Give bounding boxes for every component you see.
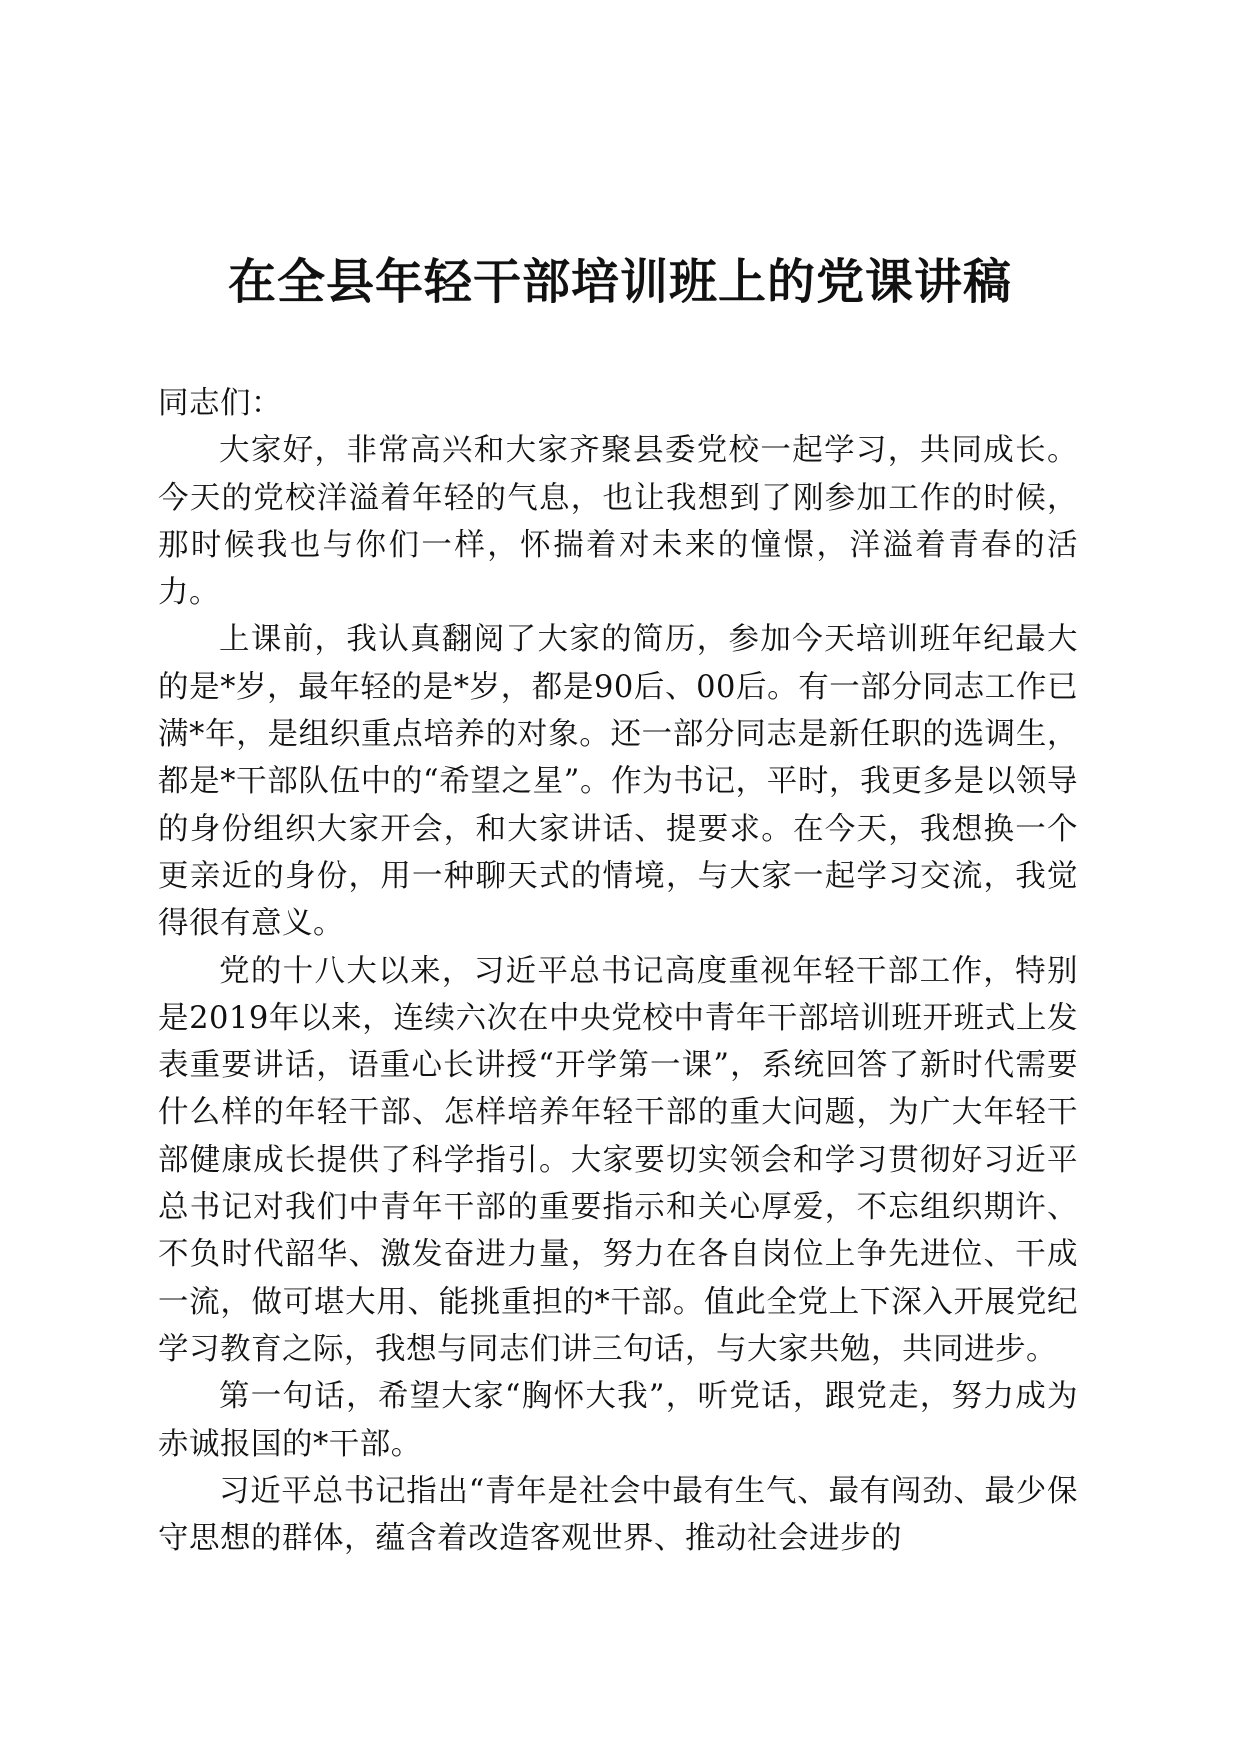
salutation: 同志们： — [158, 386, 282, 421]
paragraph-quote: 习近平总书记指出“青年是社会中最有生气、最有闯劲、最少保守思想的群体，蕴含着改造客观世界、推动社会进步的 — [158, 1473, 1078, 1557]
document-body — [158, 380, 1078, 1562]
paragraph-first-point: 第一句话，希望大家“胸怀大我”，听党话，跟党走，努力成为赤诚报国的*干部。 — [158, 1379, 1078, 1462]
paragraph-introduction: 上课前，我认真翻阅了大家的简历，参加今天培训班年纪最大的是*岁，最年轻的是*岁，都是90后、00后。有一部分同志工作已满*年，是组织重点培养的对象。还一部分同志是新任职的选调生，都是*干部队伍中的“希望之星”。作为书记，平时，我更多是以领导的身份组织大家开会，和大家讲话、提要求。在今天，我想换一个更亲近的身份，用一种聊天式的情境，与大家一起学习交流，我觉得很有意义。 — [158, 622, 1078, 942]
paragraph-greeting: 大家好，非常高兴和大家齐聚县委党校一起学习，共同成长。今天的党校洋溢着年轻的气息，也让我想到了刚参加工作的时候，那时候我也与你们一样，怀揣着对未来的憧憬，洋溢着青春的活力。 — [158, 433, 1078, 611]
paragraph-background: 党的十八大以来，习近平总书记高度重视年轻干部工作，特别是2019年以来，连续六次在中央党校中青年干部培训班开班式上发表重要讲话，语重心长讲授“开学第一课”，系统回答了新时代需要什么样的年轻干部、怎样培养年轻干部的重大问题，为广大年轻干部健康成长提供了科学指引。大家要切实领会和学习贯彻好习近平总书记对我们中青年干部的重要指示和关心厚爱，不忘组织期许、不负时代韶华、激发奋进力量，努力在各自岗位上争先进位、干成一流，做可堪大用、能挑重担的*干部。值此全党上下深入开展党纪学习教育之际，我想与同志们讲三句话，与大家共勉，共同进步。 — [158, 953, 1078, 1367]
document-title: 在全县年轻干部培训班上的党课讲稿 — [227, 254, 1012, 310]
